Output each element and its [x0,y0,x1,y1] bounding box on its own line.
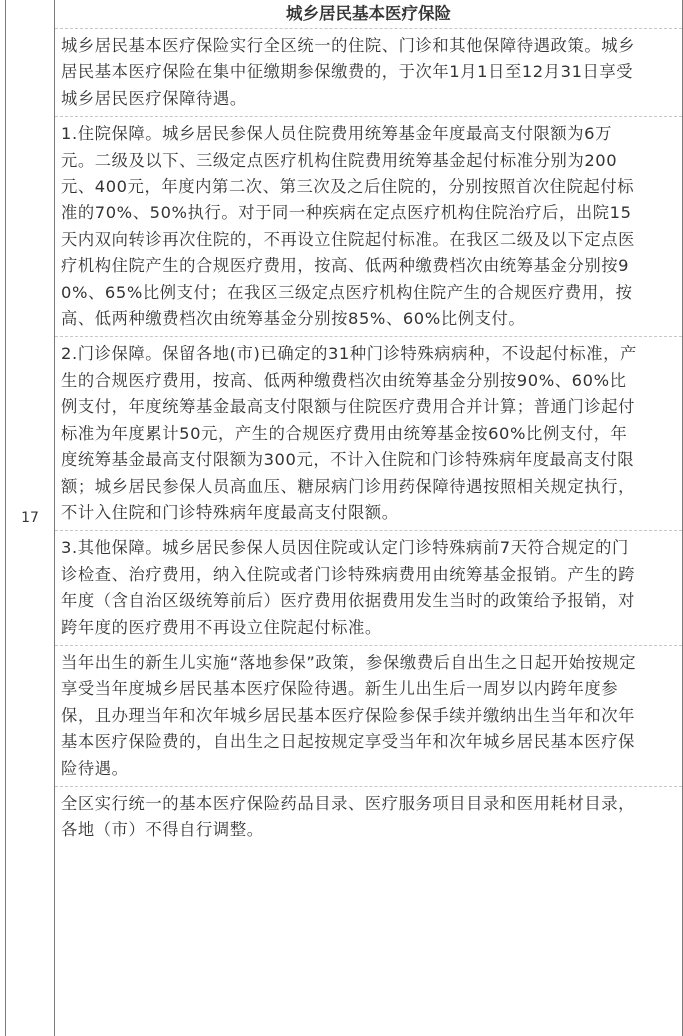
paragraph-line: 高、低两种缴费档次由统筹基金分别按85%、60%比例支付。 [61,309,526,329]
paragraph-line: 享受当年度城乡居民基本医疗保险待遇。新生儿出生后一周岁以内跨年度参 [61,679,619,699]
row-number-cell [6,0,55,1036]
paragraph-line: 天内双向转诊再次住院的，不再设立住院起付标准。在我区二级及以下定点医 [61,229,635,249]
paragraph-line: 例支付，年度统筹基金最高支付限额与住院医疗费用合并计算；普通门诊起付 [61,397,635,417]
paragraph-line: 疗机构住院产生的合规医疗费用，按高、低两种缴费档次由统筹基金分别按9 [61,256,630,276]
paragraph-line: 全区实行统一的基本医疗保险药品目录、医疗服务项目目录和医用耗材目录， [61,793,635,813]
paragraph-line: 险待遇。 [61,758,129,778]
paragraph-line: 城乡居民基本医疗保险实行全区统一的住院、门诊和其他保障待遇政策。城乡 [61,36,635,55]
paragraph-line: 元。二级及以下、三级定点医疗机构住院费用统筹基金起付标准分别为200 [61,150,618,170]
paragraph [55,337,682,531]
policy-table [5,0,683,1036]
paragraph-line: 生的合规医疗费用，按高、低两种缴费档次由统筹基金分别按90%、60%比 [61,370,627,390]
paragraph-line: 诊检查、治疗费用，纳入住院或者门诊特殊病费用由统筹基金报销。产生的跨 [61,564,635,584]
section-title: 城乡居民基本医疗保险 [55,0,682,29]
content-cell [55,0,682,848]
paragraph-line: 跨年度的医疗费用不再设立住院起付标准。 [61,617,382,637]
paragraph-line: 额；城乡居民参保人员高血压、糖尿病门诊用药保障待遇按照相关规定执行， [61,476,635,496]
paragraph-line: 度统筹基金最高支付限额为300元，不计入住院和门诊特殊病年度最高支付限 [61,450,635,470]
paragraph [55,787,682,848]
paragraph-line: 城乡居民医疗保障待遇。 [61,88,247,108]
paragraph [55,29,682,117]
paragraph-line: 0%、65%比例支付；在我区三级定点医疗机构住院产生的合规医疗费用，按 [61,282,633,302]
paragraph-line: 基本医疗保险费的，自出生之日起按规定享受当年和次年城乡居民基本医疗保 [61,732,635,752]
paragraph-line: 当年出生的新生儿实施“落地参保”政策，参保缴费后自出生之日起开始按规定 [61,652,637,672]
paragraph-line: 1.住院保障。城乡居民参保人员住院费用统筹基金年度最高支付限额为6万 [61,124,613,144]
paragraph-line: 不计入住院和门诊特殊病年度最高支付限额。 [61,502,399,522]
paragraph-line: 各地（市）不得自行调整。 [61,820,264,840]
paragraph-line: 2.门诊保障。保留各地(市)已确定的31种门诊特殊病病种，不设起付标准，产 [61,344,637,364]
paragraph-line: 年度（含自治区级统筹前后）医疗费用依据费用发生当时的政策给予报销，对 [61,591,635,611]
paragraph-line: 3.其他保障。城乡居民参保人员因住院或认定门诊特殊病前7天符合规定的门 [61,538,629,558]
paragraph-line: 准的70%、50%执行。对于同一种疾病在定点医疗机构住院治疗后，出院15 [61,203,632,223]
paragraph [55,646,682,787]
paragraph [55,117,682,337]
paragraph-list [55,29,682,848]
paragraph-line: 居民基本医疗保险在集中征缴期参保缴费的，于次年1月1日至12月31日享受 [61,62,634,82]
row-number: 17 [21,510,39,526]
paragraph-line: 保，且办理当年和次年城乡居民基本医疗保险参保手续并缴纳出生当年和次年 [61,705,635,725]
paragraph [55,531,682,646]
paragraph-line: 标准为年度累计50元，产生的合规医疗费用由统筹基金按60%比例支付，年 [61,423,628,443]
paragraph-line: 元、400元，年度内第二次、第三次及之后住院的，分别按照首次住院起付标 [61,177,635,197]
